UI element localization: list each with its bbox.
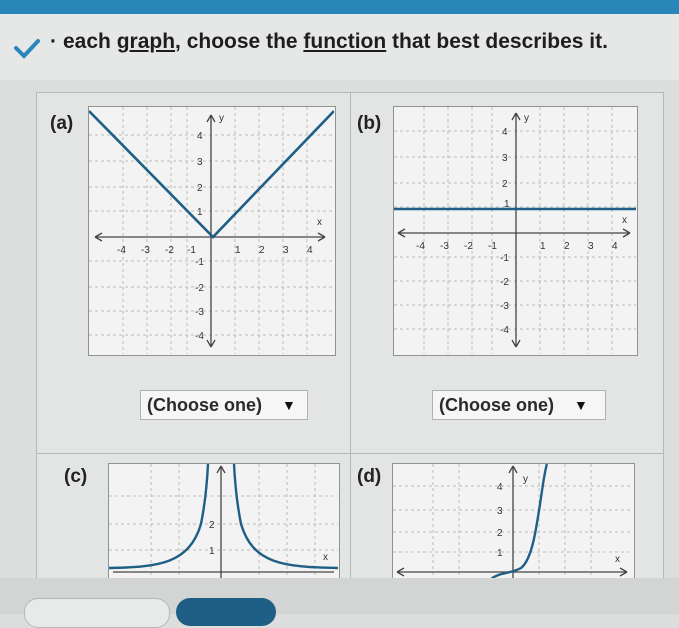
- graph-a-xtick: 1: [235, 245, 241, 256]
- panel-border-left: [36, 92, 37, 578]
- graph-a-xtick: 2: [259, 245, 265, 256]
- graph-b-xtick: -4: [416, 241, 425, 252]
- panel-b-label: (b): [357, 113, 382, 134]
- graph-b-ytick: 2: [502, 179, 508, 190]
- graph-a: [88, 106, 336, 356]
- graph-b-x-label: x: [622, 215, 627, 226]
- instruction-text-3: that best describes it.: [386, 30, 608, 53]
- graph-d-ytick: 3: [497, 506, 503, 517]
- graph-c-ytick: 2: [209, 520, 215, 531]
- graph-b-xtick: 1: [540, 241, 546, 252]
- graph-a-ytick: -4: [195, 331, 204, 342]
- panel-divider-vertical: [350, 92, 351, 578]
- graph-d-ytick: 2: [497, 528, 503, 539]
- function-select-b[interactable]: [432, 390, 606, 420]
- graph-a-xtick: -2: [165, 245, 174, 256]
- graph-d-x-label: x: [615, 554, 620, 565]
- graph-c: [108, 463, 340, 583]
- graph-b-ytick: -3: [500, 301, 509, 312]
- graph-c-ytick: 1: [209, 546, 215, 557]
- graph-d-ytick: 4: [497, 482, 503, 493]
- graph-b-xtick: 3: [588, 241, 594, 252]
- graph-a-y-label: y: [219, 113, 224, 124]
- graph-b: [393, 106, 638, 356]
- graph-b-xtick: 4: [612, 241, 618, 252]
- graph-a-ytick: -2: [195, 283, 204, 294]
- graph-a-x-label: x: [317, 217, 322, 228]
- graph-a-xtick: 4: [307, 245, 313, 256]
- graph-b-ytick: 3: [502, 153, 508, 164]
- graph-a-ytick: 1: [197, 207, 203, 218]
- graph-a-ytick: 4: [197, 131, 203, 142]
- graph-a-ytick: -1: [195, 257, 204, 268]
- function-select-a-value: (Choose one): [147, 394, 262, 415]
- graph-a-ytick: -3: [195, 307, 204, 318]
- graph-a-ytick: 2: [197, 183, 203, 194]
- graph-b-ytick: -4: [500, 325, 509, 336]
- graph-a-xtick: 3: [283, 245, 289, 256]
- graph-b-xtick: -3: [440, 241, 449, 252]
- graph-d: [392, 463, 635, 583]
- graph-a-xtick: -1: [187, 245, 196, 256]
- top-accent-bar: [0, 0, 679, 14]
- graph-d-ytick: 1: [497, 548, 503, 559]
- caret-down-icon: ▼: [574, 397, 588, 413]
- panel-c-label: (c): [64, 466, 88, 487]
- function-select-b-value: (Choose one): [439, 394, 554, 415]
- question-instruction: [50, 30, 608, 54]
- graph-a-xtick: -4: [117, 245, 126, 256]
- bottom-button-left[interactable]: [24, 598, 170, 628]
- graph-a-ytick: 3: [197, 157, 203, 168]
- caret-down-icon: ▼: [282, 397, 296, 413]
- graph-b-ytick: -2: [500, 277, 509, 288]
- bottom-button-primary[interactable]: [176, 598, 276, 626]
- graph-b-ytick: 1: [504, 199, 510, 210]
- panel-border-right: [663, 92, 664, 578]
- instruction-text-2: , choose the: [175, 30, 304, 53]
- panel-a-label: (a): [50, 113, 74, 134]
- graph-b-ytick: 4: [502, 127, 508, 138]
- graph-b-y-label: y: [524, 113, 529, 124]
- graph-b-xtick: -2: [464, 241, 473, 252]
- check-icon: [14, 38, 40, 60]
- graph-c-x-label: x: [323, 552, 328, 563]
- panel-d-label: (d): [357, 466, 382, 487]
- function-select-a[interactable]: [140, 390, 308, 420]
- instruction-text-1: each: [63, 30, 117, 53]
- instruction-link-graph[interactable]: graph: [116, 30, 176, 53]
- instruction-link-function[interactable]: function: [303, 30, 387, 53]
- graph-b-xtick: -1: [488, 241, 497, 252]
- instruction-prefix: ·: [50, 30, 57, 53]
- graph-b-ytick: -1: [500, 253, 509, 264]
- graph-d-y-label: y: [523, 474, 528, 485]
- graph-b-xtick: 2: [564, 241, 570, 252]
- graph-a-xtick: -3: [141, 245, 150, 256]
